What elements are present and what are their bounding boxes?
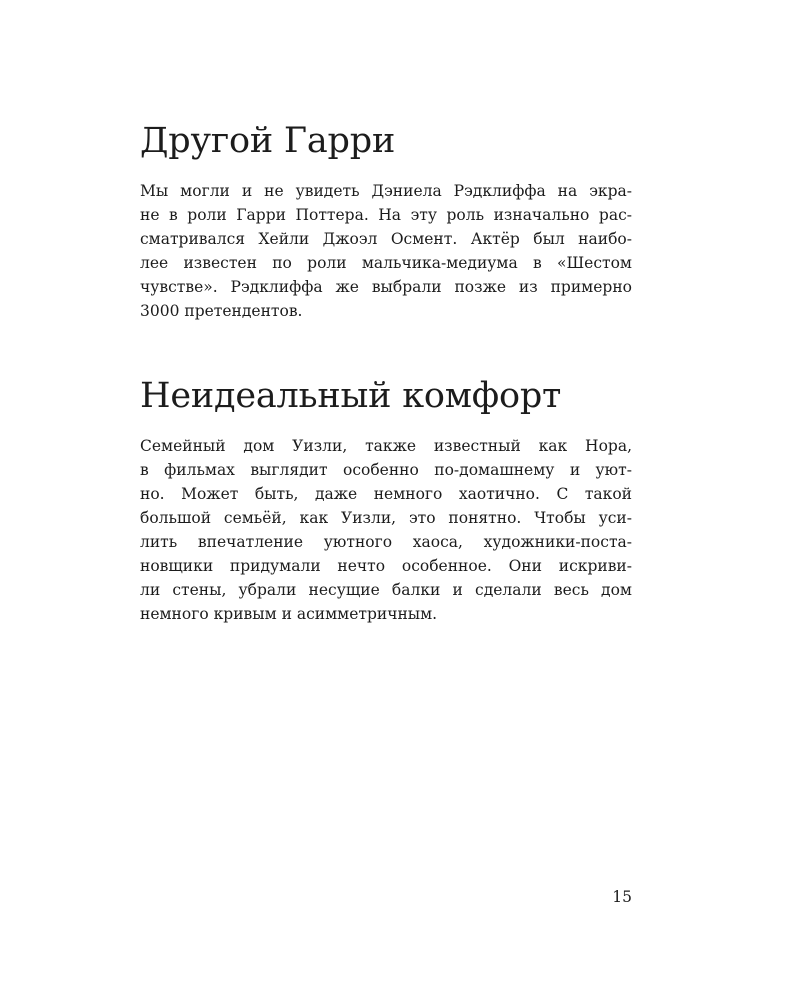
section-paragraph <box>140 179 640 323</box>
paragraph-line: в фильмах выглядит особенно по-домашнему и уют- <box>140 461 632 479</box>
section-other-harry <box>140 116 640 323</box>
paragraph-line: лить впечатление уютного хаоса, художники-поста- <box>140 533 632 551</box>
paragraph-line: лее известен по роли мальчика-медиума в «Шестом <box>140 254 632 272</box>
paragraph-line: большой семьёй, как Уизли, это понятно. Чтобы уси- <box>140 509 632 527</box>
page-number: 15 <box>612 888 632 906</box>
section-paragraph <box>140 434 640 626</box>
paragraph-line: ли стены, убрали несущие балки и сделали весь дом <box>140 581 632 599</box>
paragraph-line: Мы могли и не увидеть Дэниела Рэдклиффа на экра- <box>140 182 632 200</box>
section-heading: Другой Гарри <box>140 121 396 161</box>
paragraph-line: не в роли Гарри Поттера. На эту роль изначально рас- <box>140 206 632 224</box>
section-imperfect-comfort <box>140 371 640 626</box>
paragraph-line: но. Может быть, даже немного хаотично. С такой <box>140 485 632 503</box>
paragraph-line: сматривался Хейли Джоэл Осмент. Актёр был наибо- <box>140 230 632 248</box>
paragraph-line: новщики придумали нечто особенное. Они искриви- <box>140 557 632 575</box>
paragraph-line: Семейный дом Уизли, также известный как Нора, <box>140 437 632 455</box>
paragraph-line: чувстве». Рэдклиффа же выбрали позже из примерно <box>140 278 632 296</box>
paragraph-line: немного кривым и асимметричным. <box>140 605 438 623</box>
section-heading: Неидеальный комфорт <box>140 376 562 416</box>
paragraph-line: 3000 претендентов. <box>140 302 303 320</box>
